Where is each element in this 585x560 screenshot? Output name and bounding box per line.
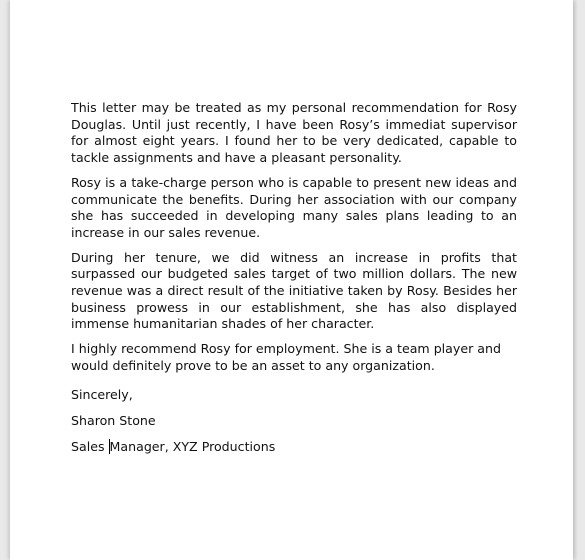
signer-title [71,439,517,455]
document-page [10,0,573,560]
paragraph-achievements: During her tenure, we did witness an increase in profits that surpassed our budgeted sales target of two million dollars. The new revenue was a direct result of the initiative taken by Rosy. Besides her business prowess in our establishment, she has also displayed immense humanitarian shades of her character. [71,249,517,332]
paragraph-qualities: Rosy is a take-charge person who is capable to present new ideas and communicate the benefits. During her association with our company she has succeeded in developing many sales plans leading to an increase in our sales revenue. [71,174,517,240]
paragraph-intro: This letter may be treated as my personal recommendation for Rosy Douglas. Until just recently, I have been Rosy’s immediat supervisor for almost eight years. I found her to be very dedicated, capable to tackle assignments and have a pleasant personality. [71,100,517,166]
signer-title-start: Sales [71,438,109,454]
paragraph-recommendation: I highly recommend Rosy for employment. She is a team player and would definitely prove to be an asset to any organization. [71,341,501,373]
closing-salutation: Sincerely, [71,386,133,402]
signer-title-rest: Manager, XYZ Productions [109,438,276,454]
letter-body [71,100,517,465]
signer-name: Sharon Stone [71,412,156,428]
